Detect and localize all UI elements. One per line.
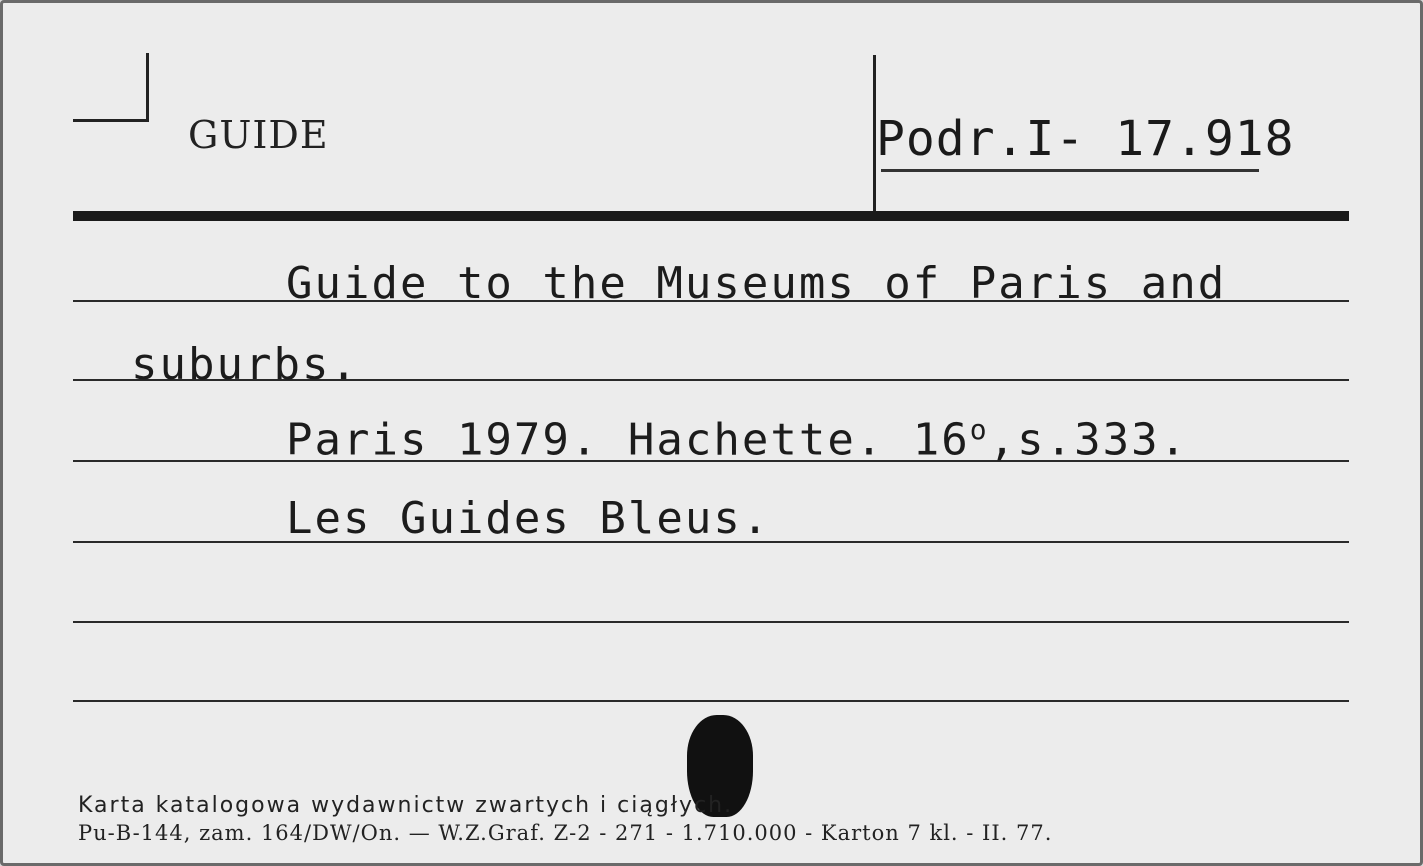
imprint-pages: ,s.333. [988, 414, 1189, 466]
title-line-2: suburbs. [131, 339, 359, 390]
footer-printed-line-2: Pu-B-144, zam. 164/DW/On. — W.Z.Graf. Z-2 - 271 - 1.710.000 - Karton 7 kl. - II. 77. [78, 821, 1053, 845]
imprint-degree: o [969, 413, 989, 446]
imprint-main: Paris 1979. Hachette. 16 [286, 414, 970, 466]
heading-text: GUIDE [188, 113, 329, 157]
title-line-1: Guide to the Museums of Paris and [286, 258, 1227, 309]
ruled-line [73, 621, 1349, 623]
ruled-line [73, 700, 1349, 702]
header-rule [73, 211, 1349, 221]
imprint-line [286, 413, 1188, 466]
footer-printed-line-1: Karta katalogowa wydawnictw zwartych i ciągłych. [78, 793, 734, 818]
shelfmark: Podr.I- 17.918 [876, 111, 1295, 167]
corner-mark-base [73, 119, 149, 122]
series-line: Les Guides Bleus. [286, 493, 771, 544]
shelfmark-underline [881, 169, 1259, 172]
corner-mark [146, 53, 149, 121]
